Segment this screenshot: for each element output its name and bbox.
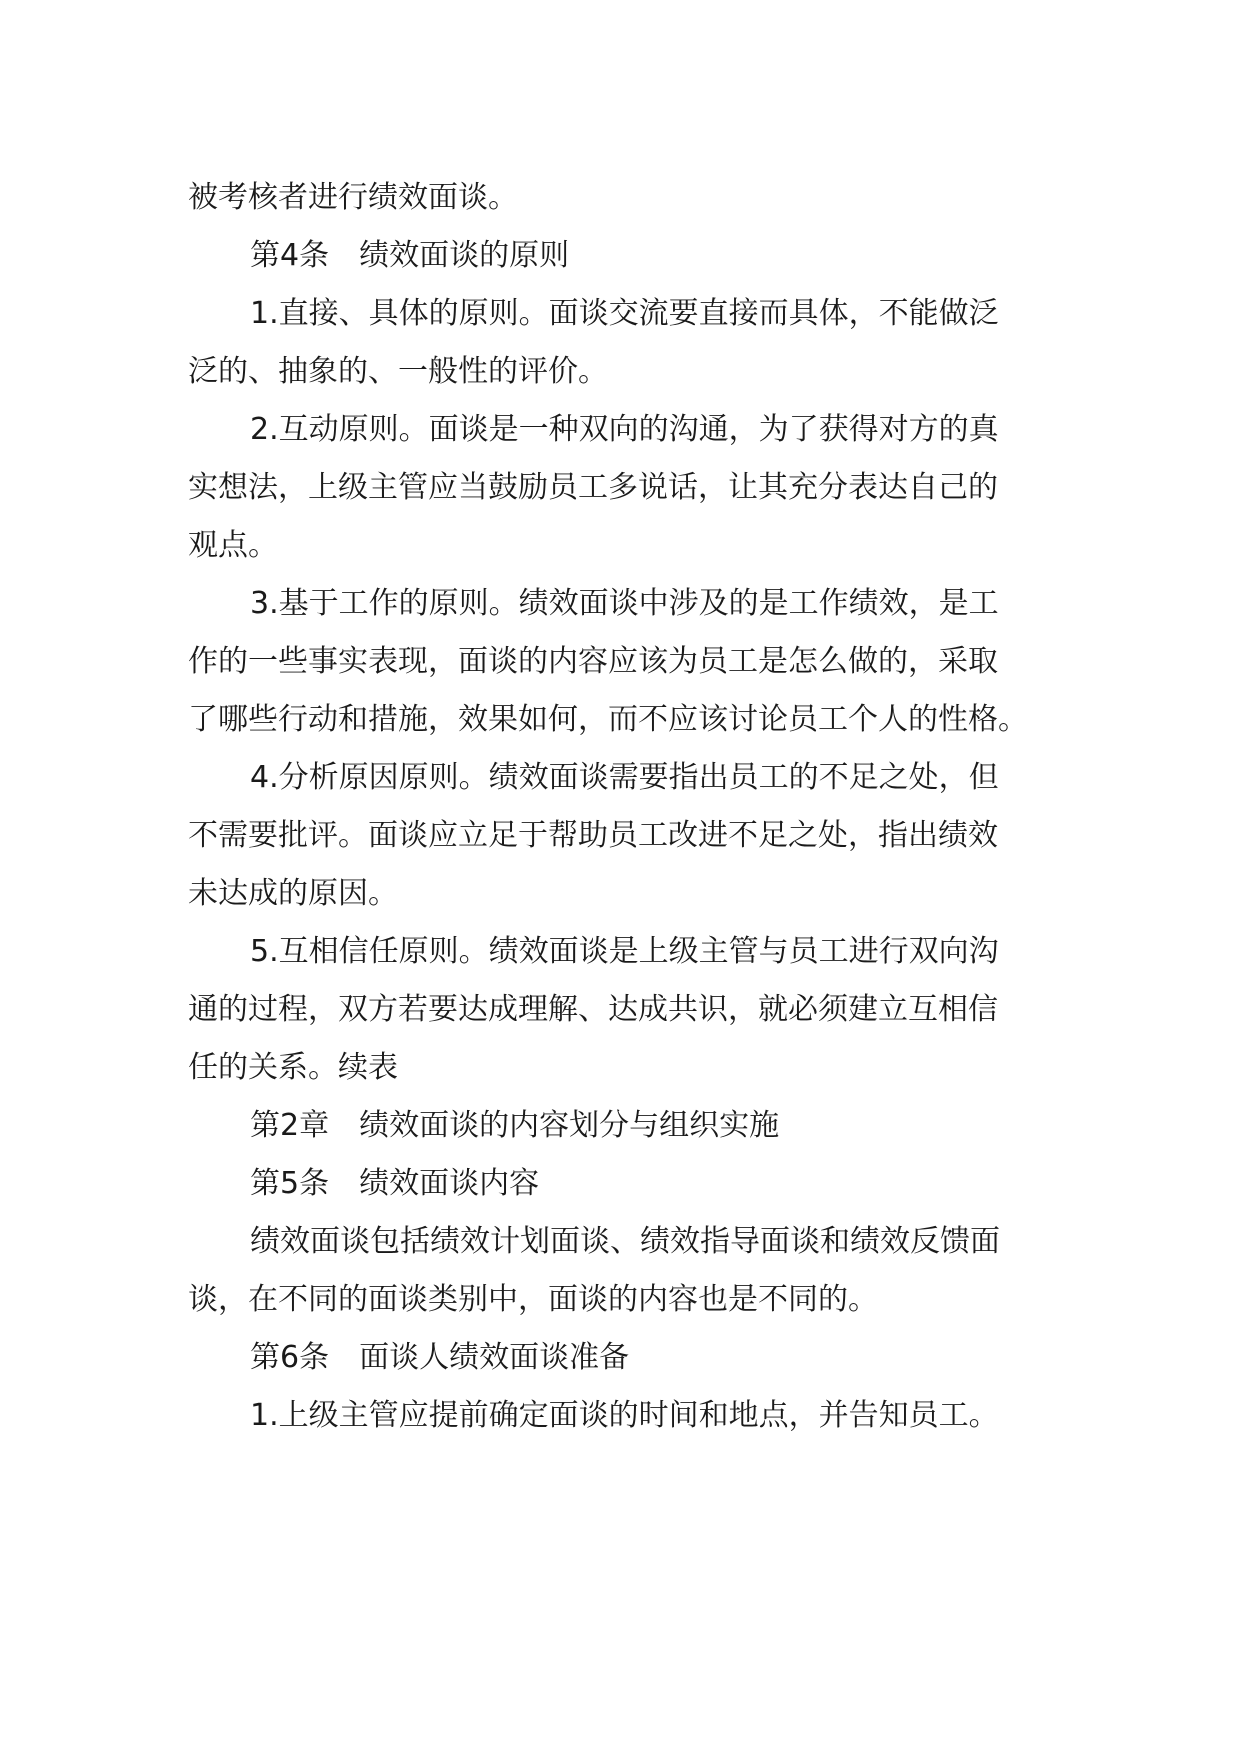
principle-2-line: 2.互动原则。面谈是一种双向的沟通，为了获得对方的真	[250, 412, 999, 447]
principle-1-line: 1.直接、具体的原则。面谈交流要直接而具体，不能做泛	[250, 296, 999, 331]
preparation-item-line: 1.上级主管应提前确定面谈的时间和地点，并告知员工。	[250, 1398, 999, 1433]
article-heading: 第6条 面谈人绩效面谈准备	[250, 1340, 630, 1375]
body-line: 被考核者进行绩效面谈。	[188, 180, 518, 215]
principle-5-line: 任的关系。续表	[188, 1050, 398, 1085]
principle-1-line: 泛的、抽象的、一般性的评价。	[188, 354, 608, 389]
principle-5-line: 5.互相信任原则。绩效面谈是上级主管与员工进行双向沟	[250, 934, 999, 969]
body-line: 绩效面谈包括绩效计划面谈、绩效指导面谈和绩效反馈面	[250, 1224, 1000, 1259]
article-heading: 第5条 绩效面谈内容	[250, 1166, 540, 1201]
principle-4-line: 4.分析原因原则。绩效面谈需要指出员工的不足之处，但	[250, 760, 999, 795]
principle-2-line: 观点。	[188, 528, 278, 563]
principle-4-line: 未达成的原因。	[188, 876, 398, 911]
principle-3-line: 作的一些事实表现，面谈的内容应该为员工是怎么做的，采取	[188, 644, 998, 679]
chapter-heading: 第2章 绩效面谈的内容划分与组织实施	[250, 1108, 780, 1143]
principle-3-line: 3.基于工作的原则。绩效面谈中涉及的是工作绩效，是工	[250, 586, 999, 621]
principle-2-line: 实想法，上级主管应当鼓励员工多说话，让其充分表达自己的	[188, 470, 998, 505]
principle-5-line: 通的过程，双方若要达成理解、达成共识，就必须建立互相信	[188, 992, 998, 1027]
body-line: 谈，在不同的面谈类别中，面谈的内容也是不同的。	[188, 1282, 878, 1317]
article-heading: 第4条 绩效面谈的原则	[250, 238, 570, 273]
principle-4-line: 不需要批评。面谈应立足于帮助员工改进不足之处，指出绩效	[188, 818, 998, 853]
principle-3-line: 了哪些行动和措施，效果如何，而不应该讨论员工个人的性格。	[188, 702, 1028, 737]
